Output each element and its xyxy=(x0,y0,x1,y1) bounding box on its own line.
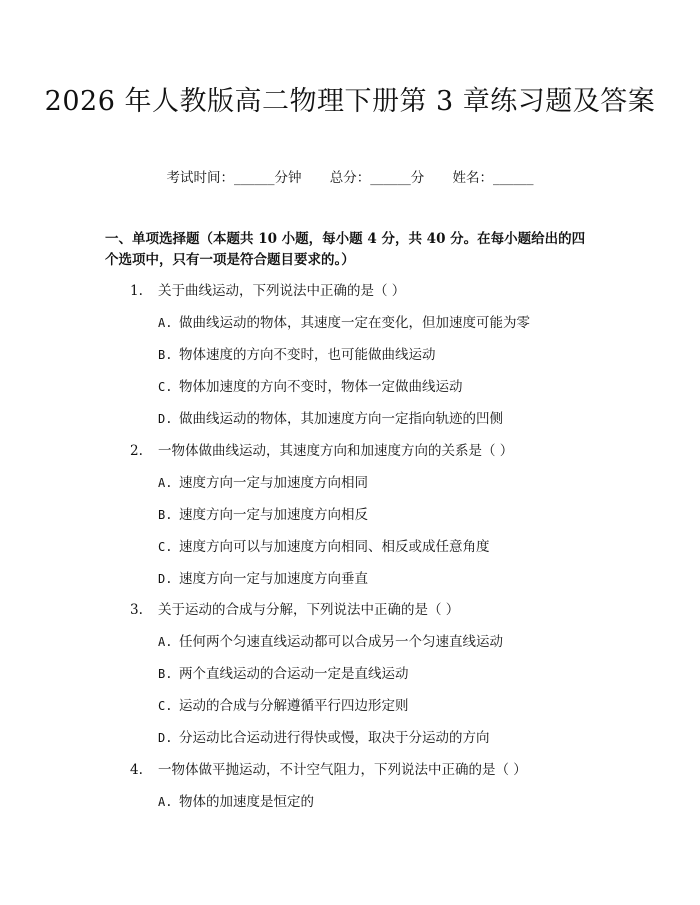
option-3c xyxy=(158,696,598,716)
question-number: 4. xyxy=(130,762,143,778)
question-stem: 关于运动的合成与分解，下列说法中正确的是（ ） xyxy=(158,602,460,618)
question-3 xyxy=(130,600,600,620)
option-1d xyxy=(158,409,598,429)
question-4 xyxy=(130,760,600,780)
option-letter: D. xyxy=(158,572,173,586)
option-text: 做曲线运动的物体，其速度一定在变化，但加速度可能为零 xyxy=(179,315,530,331)
option-letter: A. xyxy=(158,316,173,330)
option-2d xyxy=(158,569,598,589)
question-2 xyxy=(130,441,600,461)
exam-info-line xyxy=(0,168,700,188)
question-stem: 关于曲线运动，下列说法中正确的是（ ） xyxy=(158,283,406,299)
option-text: 速度方向一定与加速度方向垂直 xyxy=(179,571,368,587)
question-number: 2. xyxy=(130,443,143,459)
option-letter: D. xyxy=(158,412,173,426)
option-text: 物体速度的方向不变时，也可能做曲线运动 xyxy=(179,347,436,363)
option-letter: C. xyxy=(158,540,173,554)
option-letter: D. xyxy=(158,731,173,745)
option-3b xyxy=(158,664,598,684)
option-text: 速度方向可以与加速度方向相同、相反或成任意角度 xyxy=(179,539,490,555)
option-3d xyxy=(158,728,598,748)
option-text: 两个直线运动的合运动一定是直线运动 xyxy=(179,666,409,682)
option-letter: A. xyxy=(158,476,173,490)
option-4a xyxy=(158,792,598,812)
option-1b xyxy=(158,345,598,365)
option-letter: A. xyxy=(158,635,173,649)
option-text: 物体的加速度是恒定的 xyxy=(179,794,314,810)
option-1a xyxy=(158,313,598,333)
option-text: 速度方向一定与加速度方向相反 xyxy=(179,507,368,523)
question-number: 1. xyxy=(130,283,143,299)
page-title: 2026 年人教版高二物理下册第 3 章练习题及答案 xyxy=(44,86,656,117)
option-letter: A. xyxy=(158,795,173,809)
option-text: 任何两个匀速直线运动都可以合成另一个匀速直线运动 xyxy=(179,634,503,650)
option-letter: C. xyxy=(158,380,173,394)
option-1c xyxy=(158,377,598,397)
option-2a xyxy=(158,473,598,493)
option-letter: B. xyxy=(158,508,173,522)
option-letter: C. xyxy=(158,699,173,713)
student-name-field: 姓名：______ xyxy=(452,170,534,186)
option-text: 速度方向一定与加速度方向相同 xyxy=(179,475,368,491)
option-text: 运动的合成与分解遵循平行四边形定则 xyxy=(179,698,409,714)
option-3a xyxy=(158,632,598,652)
option-2c xyxy=(158,537,598,557)
option-text: 做曲线运动的物体，其加速度方向一定指向轨迹的凹侧 xyxy=(179,411,503,427)
question-number: 3. xyxy=(130,602,143,618)
question-1 xyxy=(130,281,600,301)
option-text: 分运动比合运动进行得快或慢，取决于分运动的方向 xyxy=(179,730,490,746)
option-letter: B. xyxy=(158,667,173,681)
exam-time-field: 考试时间：______分钟 xyxy=(166,170,302,186)
option-2b xyxy=(158,505,598,525)
section-heading: 一、单项选择题（本题共 10 小题，每小题 4 分，共 40 分。在每小题给出的四个选项中，只有一项是符合题目要求的。） xyxy=(105,231,586,268)
option-text: 物体加速度的方向不变时，物体一定做曲线运动 xyxy=(179,379,463,395)
total-score-field: 总分：______分 xyxy=(329,170,425,186)
question-stem: 一物体做平抛运动，不计空气阻力，下列说法中正确的是（ ） xyxy=(158,762,527,778)
question-stem: 一物体做曲线运动，其速度方向和加速度方向的关系是（ ） xyxy=(158,443,514,459)
option-letter: B. xyxy=(158,348,173,362)
